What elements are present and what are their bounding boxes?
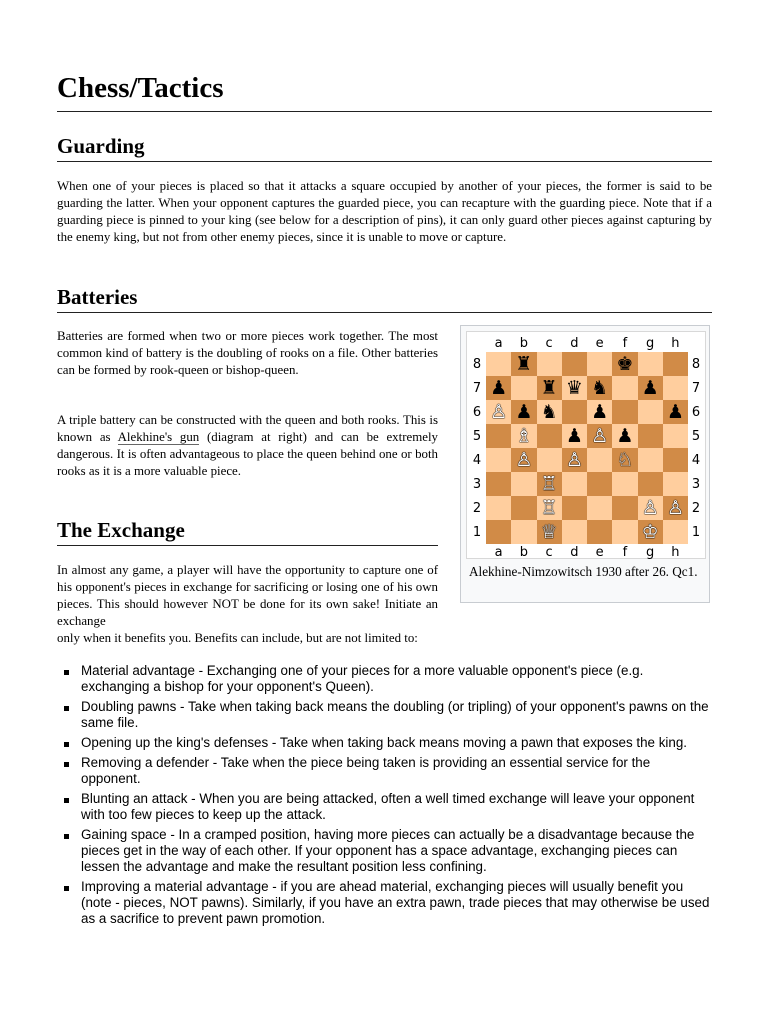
board-square-b3: [511, 472, 536, 496]
file-label: d: [570, 545, 579, 560]
chess-board: [486, 352, 688, 544]
board-square-f4: [612, 448, 637, 472]
file-label: f: [622, 545, 628, 560]
board-square-a4: [486, 448, 511, 472]
board-square-a5: [486, 424, 511, 448]
board-square-f8: [612, 352, 637, 376]
board-square-h6: [663, 400, 688, 424]
figure-caption: Alekhine-Nimzowitsch 1930 after 26. Qc1.: [469, 564, 698, 579]
white-rook-icon: ♖: [540, 472, 558, 495]
section-heading-guarding: Guarding: [57, 134, 145, 158]
rank-label: 4: [472, 452, 482, 468]
white-pawn-icon: ♙: [490, 400, 508, 423]
white-knight-icon: ♘: [616, 448, 634, 471]
rank-label: 2: [472, 500, 482, 516]
black-pawn-icon: ♟: [666, 400, 684, 423]
board-square-g5: [638, 424, 663, 448]
rank-label: 8: [691, 356, 701, 372]
board-square-h2: [663, 496, 688, 520]
black-knight-icon: ♞: [540, 400, 558, 423]
file-label: d: [570, 336, 579, 351]
rank-label: 3: [691, 476, 701, 492]
board-square-f1: [612, 520, 637, 544]
board-square-g4: [638, 448, 663, 472]
board-square-d7: [562, 376, 587, 400]
board-square-d4: [562, 448, 587, 472]
black-pawn-icon: ♟: [490, 376, 508, 399]
board-square-g8: [638, 352, 663, 376]
board-square-e2: [587, 496, 612, 520]
rank-label: 5: [472, 428, 482, 444]
file-label: a: [494, 336, 503, 351]
file-label: h: [671, 545, 680, 560]
file-labels-bottom: [486, 545, 688, 560]
board-square-g3: [638, 472, 663, 496]
board-square-b6: [511, 400, 536, 424]
benefits-list: [57, 663, 712, 931]
list-item: Improving a material advantage - if you are ahead material, exchanging pieces will usually benefit you (note - pieces, NOT pawns). Similarly, if you have an extra pawn, trade pieces that may otherwise be used as a sacrifice to prevent pawn promotion.: [57, 879, 712, 927]
white-pawn-icon: ♙: [565, 448, 583, 471]
guarding-paragraph: When one of your pieces is placed so that it attacks a square occupied by another of your pieces, the former is said to be guarding the latter. When your opponent captures the guarded piece, you can recapture with the guarding piece. Note that if a guarding piece is pinned to your king (see below for a description of pins), it can only guard other pieces against capturing by the enemy king, but not from other enemy pieces, since it is unable to move or capture.: [57, 179, 712, 244]
rank-label: 4: [691, 452, 701, 468]
white-pawn-icon: ♙: [515, 448, 533, 471]
board-square-e7: [587, 376, 612, 400]
white-pawn-icon: ♙: [641, 496, 659, 519]
board-square-g7: [638, 376, 663, 400]
board-square-b1: [511, 520, 536, 544]
black-pawn-icon: ♟: [616, 424, 634, 447]
file-label: b: [519, 545, 528, 560]
board-square-g2: [638, 496, 663, 520]
board-square-h8: [663, 352, 688, 376]
board-square-g6: [638, 400, 663, 424]
rank-label: 7: [472, 380, 482, 396]
white-pawn-icon: ♙: [666, 496, 684, 519]
rank-label: 1: [472, 524, 482, 540]
white-rook-icon: ♖: [540, 496, 558, 519]
board-square-e6: [587, 400, 612, 424]
list-item: Material advantage - Exchanging one of your pieces for a more valuable opponent's piece (e.g. exchanging a bishop for your opponent's Queen).: [57, 663, 712, 695]
file-label: h: [671, 336, 680, 351]
board-square-c4: [537, 448, 562, 472]
board-square-a7: [486, 376, 511, 400]
black-rook-icon: ♜: [540, 376, 558, 399]
black-king-icon: ♚: [616, 352, 634, 375]
title-divider: [57, 111, 712, 112]
batteries-paragraph-2: [57, 412, 438, 480]
black-queen-icon: ♛: [565, 376, 583, 399]
board-square-c1: [537, 520, 562, 544]
list-item: Gaining space - In a cramped position, having more pieces can actually be a disadvantage because the pieces get in the way of each other. If your opponent has a space advantage, exchanging pieces can lessen the advantage and make the resultant position less confining.: [57, 827, 712, 875]
chess-diagram: [466, 331, 706, 559]
text-span: In almost any game, a player will have the opportunity to capture one of his opponent's pieces in exchange for sacrificing or losing one of his own pieces. This should however NOT be done for its own sake! Initiate an exchange: [57, 563, 438, 628]
exchange-intro: [57, 562, 438, 630]
rank-label: 8: [472, 356, 482, 372]
file-label: c: [545, 545, 553, 560]
board-square-d6: [562, 400, 587, 424]
black-pawn-icon: ♟: [591, 400, 609, 423]
list-item: Opening up the king's defenses - Take when taking back means moving a pawn that exposes the king.: [57, 735, 712, 751]
board-square-e4: [587, 448, 612, 472]
board-square-a8: [486, 352, 511, 376]
rank-labels-right: [689, 352, 703, 544]
board-square-d8: [562, 352, 587, 376]
section-divider: [57, 312, 712, 313]
board-square-d2: [562, 496, 587, 520]
board-square-e1: [587, 520, 612, 544]
board-square-f6: [612, 400, 637, 424]
black-knight-icon: ♞: [591, 376, 609, 399]
board-square-h5: [663, 424, 688, 448]
board-square-c2: [537, 496, 562, 520]
board-square-c7: [537, 376, 562, 400]
file-label: c: [545, 336, 553, 351]
board-square-h3: [663, 472, 688, 496]
alekhines-gun-link[interactable]: Alekhine's gun: [117, 430, 200, 444]
white-king-icon: ♔: [641, 520, 659, 543]
board-square-h1: [663, 520, 688, 544]
board-square-c5: [537, 424, 562, 448]
board-square-b8: [511, 352, 536, 376]
text-span: (diagram at right) and can be extremely dangerous. It is often advantageous to place the queen behind one or both rooks as it is a more valuable piece.: [57, 430, 438, 478]
page-title: Chess/Tactics: [57, 72, 224, 104]
white-queen-icon: ♕: [540, 520, 558, 543]
white-bishop-icon: ♗: [515, 424, 533, 447]
rank-label: 6: [691, 404, 701, 420]
rank-label: 3: [472, 476, 482, 492]
rank-labels-left: [470, 352, 484, 544]
section-divider: [57, 161, 712, 162]
batteries-paragraph-1: Batteries are formed when two or more pieces work together. The most common kind of battery is the doubling of rooks on a file. Other batteries can be formed by rook-queen or bishop-queen.: [57, 329, 438, 377]
board-square-c3: [537, 472, 562, 496]
board-square-g1: [638, 520, 663, 544]
section-heading-the-exchange: The Exchange: [57, 518, 185, 542]
file-label: f: [622, 336, 628, 351]
black-pawn-icon: ♟: [515, 400, 533, 423]
text-span: A triple battery can be constructed with the queen and both rooks. This is known as: [57, 413, 438, 444]
file-label: e: [595, 336, 604, 351]
file-label: a: [494, 545, 503, 560]
rank-label: 1: [691, 524, 701, 540]
rank-label: 5: [691, 428, 701, 444]
board-square-c8: [537, 352, 562, 376]
rank-label: 2: [691, 500, 701, 516]
board-square-f3: [612, 472, 637, 496]
file-label: b: [519, 336, 528, 351]
rank-label: 7: [691, 380, 701, 396]
board-square-h7: [663, 376, 688, 400]
board-square-e5: [587, 424, 612, 448]
white-pawn-icon: ♙: [591, 424, 609, 447]
board-square-c6: [537, 400, 562, 424]
file-labels-top: [486, 336, 688, 351]
black-pawn-icon: ♟: [641, 376, 659, 399]
black-rook-icon: ♜: [515, 352, 533, 375]
file-label: g: [645, 336, 655, 351]
board-square-d5: [562, 424, 587, 448]
board-square-b4: [511, 448, 536, 472]
board-square-a1: [486, 520, 511, 544]
board-square-d1: [562, 520, 587, 544]
list-item: Doubling pawns - Take when taking back means the doubling (or tripling) of your opponent's pawns on the same file.: [57, 699, 712, 731]
board-square-e3: [587, 472, 612, 496]
board-square-f5: [612, 424, 637, 448]
board-square-a2: [486, 496, 511, 520]
file-label: g: [645, 545, 655, 560]
board-square-a6: [486, 400, 511, 424]
file-label: e: [595, 545, 604, 560]
board-square-f7: [612, 376, 637, 400]
rank-label: 6: [472, 404, 482, 420]
board-square-b7: [511, 376, 536, 400]
board-square-b5: [511, 424, 536, 448]
chess-diagram-figure: [460, 325, 710, 603]
section-heading-batteries: Batteries: [57, 285, 138, 309]
section-divider: [57, 545, 438, 546]
exchange-intro-continued: only when it benefits you. Benefits can include, but are not limited to:: [57, 631, 418, 645]
list-item: Blunting an attack - When you are being attacked, often a well timed exchange will leave your opponent with too few pieces to keep up the attack.: [57, 791, 712, 823]
list-item: Removing a defender - Take when the piece being taken is providing an essential service for the opponent.: [57, 755, 712, 787]
board-square-b2: [511, 496, 536, 520]
black-pawn-icon: ♟: [565, 424, 583, 447]
board-square-f2: [612, 496, 637, 520]
board-square-h4: [663, 448, 688, 472]
board-square-a3: [486, 472, 511, 496]
board-square-d3: [562, 472, 587, 496]
board-square-e8: [587, 352, 612, 376]
